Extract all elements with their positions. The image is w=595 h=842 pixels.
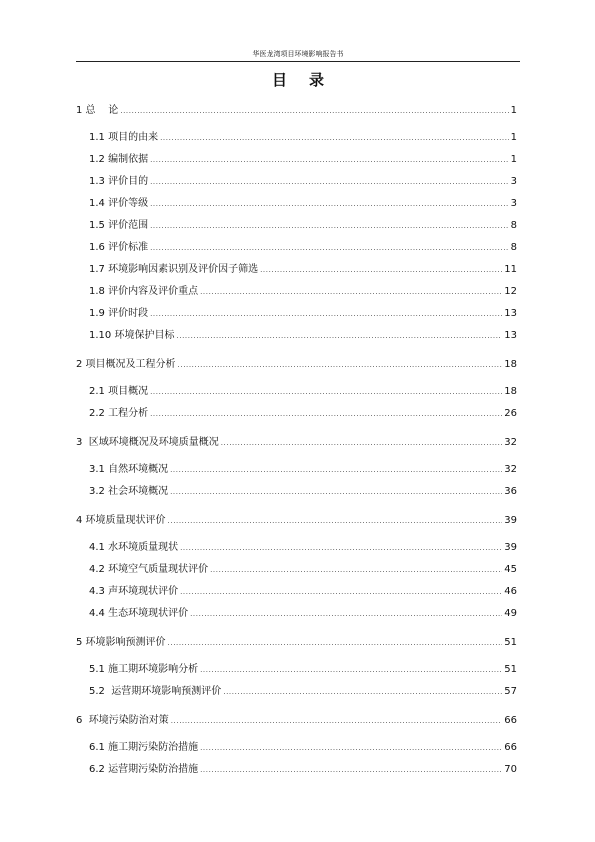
running-header: 华医龙湾项目环境影响报告书 bbox=[252, 50, 344, 58]
toc-entry-page: 32 bbox=[504, 437, 517, 448]
toc-entry[interactable] bbox=[89, 763, 517, 777]
toc-entry-label: 4.4 生态环境现状评价 bbox=[89, 608, 189, 619]
toc-entry-label: 1.7 环境影响因素识别及评价因子筛选 bbox=[89, 264, 259, 275]
toc-leader-dots bbox=[170, 463, 502, 477]
toc-entry-page: 8 bbox=[510, 242, 517, 253]
toc-leader-dots bbox=[150, 153, 509, 167]
toc-leader-dots bbox=[168, 636, 503, 650]
toc-entry[interactable] bbox=[89, 407, 517, 421]
toc-entry-label: 1.5 评价范围 bbox=[89, 220, 149, 231]
toc-entry[interactable] bbox=[89, 329, 517, 343]
toc-leader-dots bbox=[150, 385, 502, 399]
toc-entry-label: 2.1 项目概况 bbox=[89, 386, 149, 397]
toc-leader-dots bbox=[150, 407, 502, 421]
toc-entry[interactable] bbox=[89, 219, 517, 233]
toc-entry[interactable] bbox=[89, 175, 517, 189]
toc-entry[interactable] bbox=[89, 263, 517, 277]
toc-entry[interactable] bbox=[89, 741, 517, 755]
toc-entry-label: 5.2 运营期环境影响预测评价 bbox=[89, 686, 222, 697]
toc-leader-dots bbox=[223, 685, 502, 699]
toc-entry-label: 6.1 施工期污染防治措施 bbox=[89, 742, 199, 753]
toc-leader-dots bbox=[150, 197, 509, 211]
toc-entry[interactable] bbox=[76, 436, 517, 450]
toc-entry-label: 2.2 工程分析 bbox=[89, 408, 149, 419]
toc-entry-label: 1.9 评价时段 bbox=[89, 308, 149, 319]
toc-entry[interactable] bbox=[89, 563, 517, 577]
toc-entry[interactable] bbox=[89, 685, 517, 699]
toc-entry[interactable] bbox=[89, 607, 517, 621]
toc-entry-page: 45 bbox=[504, 564, 517, 575]
toc-leader-dots bbox=[150, 219, 509, 233]
toc-entry-page: 51 bbox=[504, 664, 517, 675]
toc-entry-page: 49 bbox=[504, 608, 517, 619]
toc-entry-label: 1.6 评价标准 bbox=[89, 242, 149, 253]
toc-entry-label: 4 环境质量现状评价 bbox=[76, 515, 166, 526]
toc-entry[interactable] bbox=[76, 714, 517, 728]
toc-leader-dots bbox=[171, 714, 503, 728]
toc-leader-dots bbox=[120, 104, 508, 118]
toc-entry[interactable] bbox=[76, 104, 517, 118]
toc-leader-dots bbox=[200, 763, 502, 777]
toc-entry-label: 5.1 施工期环境影响分析 bbox=[89, 664, 199, 675]
toc-entry[interactable] bbox=[89, 131, 517, 145]
toc-entry-page: 18 bbox=[504, 359, 517, 370]
toc-entry-label: 3 区域环境概况及环境质量概况 bbox=[76, 437, 219, 448]
toc-entry-page: 1 bbox=[510, 105, 517, 116]
toc-entry-page: 26 bbox=[504, 408, 517, 419]
toc-entry[interactable] bbox=[89, 485, 517, 499]
toc-entry-page: 12 bbox=[504, 286, 517, 297]
toc-entry-label: 1.3 评价目的 bbox=[89, 176, 149, 187]
toc-entry[interactable] bbox=[76, 636, 517, 650]
toc-leader-dots bbox=[190, 607, 502, 621]
toc-entry-label: 1.1 项目的由来 bbox=[89, 132, 159, 143]
toc-entry-page: 11 bbox=[504, 264, 517, 275]
toc-entry-page: 3 bbox=[510, 176, 517, 187]
toc-entry-page: 13 bbox=[504, 308, 517, 319]
toc-leader-dots bbox=[200, 285, 502, 299]
toc-entry-page: 1 bbox=[510, 154, 517, 165]
toc-leader-dots bbox=[150, 307, 502, 321]
toc-leader-dots bbox=[170, 485, 502, 499]
toc-entry-label: 4.3 声环境现状评价 bbox=[89, 586, 179, 597]
toc-entry[interactable] bbox=[89, 153, 517, 167]
toc-entry[interactable] bbox=[89, 285, 517, 299]
toc-leader-dots bbox=[180, 585, 502, 599]
toc-entry-label: 6.2 运营期污染防治措施 bbox=[89, 764, 199, 775]
toc-entry-page: 8 bbox=[510, 220, 517, 231]
toc-leader-dots bbox=[200, 663, 502, 677]
toc-entry-page: 32 bbox=[504, 464, 517, 475]
toc-entry-page: 18 bbox=[504, 386, 517, 397]
toc-entry-label: 6 环境污染防治对策 bbox=[76, 715, 169, 726]
toc-entry[interactable] bbox=[89, 585, 517, 599]
toc-entry[interactable] bbox=[89, 663, 517, 677]
toc-entry[interactable] bbox=[89, 463, 517, 477]
toc-entry-label: 5 环境影响预测评价 bbox=[76, 637, 166, 648]
toc-entry-label: 1.8 评价内容及评价重点 bbox=[89, 286, 199, 297]
toc-leader-dots bbox=[200, 741, 502, 755]
toc-entry-page: 13 bbox=[504, 330, 517, 341]
toc-entry-label: 4.2 环境空气质量现状评价 bbox=[89, 564, 209, 575]
toc-leader-dots bbox=[150, 241, 509, 255]
toc-leader-dots bbox=[160, 131, 509, 145]
toc-entry-page: 51 bbox=[504, 637, 517, 648]
toc-entry-label: 1.10 环境保护目标 bbox=[89, 330, 175, 341]
toc-entry[interactable] bbox=[89, 307, 517, 321]
toc-entry-page: 3 bbox=[510, 198, 517, 209]
toc-entry-label: 1.2 编制依据 bbox=[89, 154, 149, 165]
toc-entry-page: 39 bbox=[504, 542, 517, 553]
toc-entry-page: 46 bbox=[504, 586, 517, 597]
toc-entry-label: 3.2 社会环境概况 bbox=[89, 486, 169, 497]
toc-entry-page: 39 bbox=[504, 515, 517, 526]
toc-entry-page: 57 bbox=[504, 686, 517, 697]
toc-leader-dots bbox=[260, 263, 502, 277]
toc-entry-page: 36 bbox=[504, 486, 517, 497]
page-title: 目录 bbox=[271, 71, 346, 89]
toc-entry-page: 66 bbox=[504, 742, 517, 753]
toc-entry-page: 66 bbox=[504, 715, 517, 726]
toc-entry[interactable] bbox=[76, 358, 517, 372]
toc-entry-page: 70 bbox=[504, 764, 517, 775]
toc-entry[interactable] bbox=[89, 385, 517, 399]
toc-entry[interactable] bbox=[89, 197, 517, 211]
toc-entry-label: 1 总 论 bbox=[76, 105, 119, 116]
toc-leader-dots bbox=[176, 329, 502, 343]
toc-leader-dots bbox=[221, 436, 503, 450]
toc-entry-label: 1.4 评价等级 bbox=[89, 198, 149, 209]
toc-entry[interactable] bbox=[89, 541, 517, 555]
toc-entry-page: 1 bbox=[510, 132, 517, 143]
toc-entry[interactable] bbox=[89, 241, 517, 255]
toc-leader-dots bbox=[180, 541, 502, 555]
toc-entry[interactable] bbox=[76, 514, 517, 528]
toc-entry-label: 3.1 自然环境概况 bbox=[89, 464, 169, 475]
toc-leader-dots bbox=[168, 514, 503, 528]
toc-entry-label: 4.1 水环境质量现状 bbox=[89, 542, 179, 553]
toc-leader-dots bbox=[210, 563, 502, 577]
toc-leader-dots bbox=[150, 175, 509, 189]
toc-leader-dots bbox=[178, 358, 503, 372]
toc-entry-label: 2 项目概况及工程分析 bbox=[76, 359, 176, 370]
